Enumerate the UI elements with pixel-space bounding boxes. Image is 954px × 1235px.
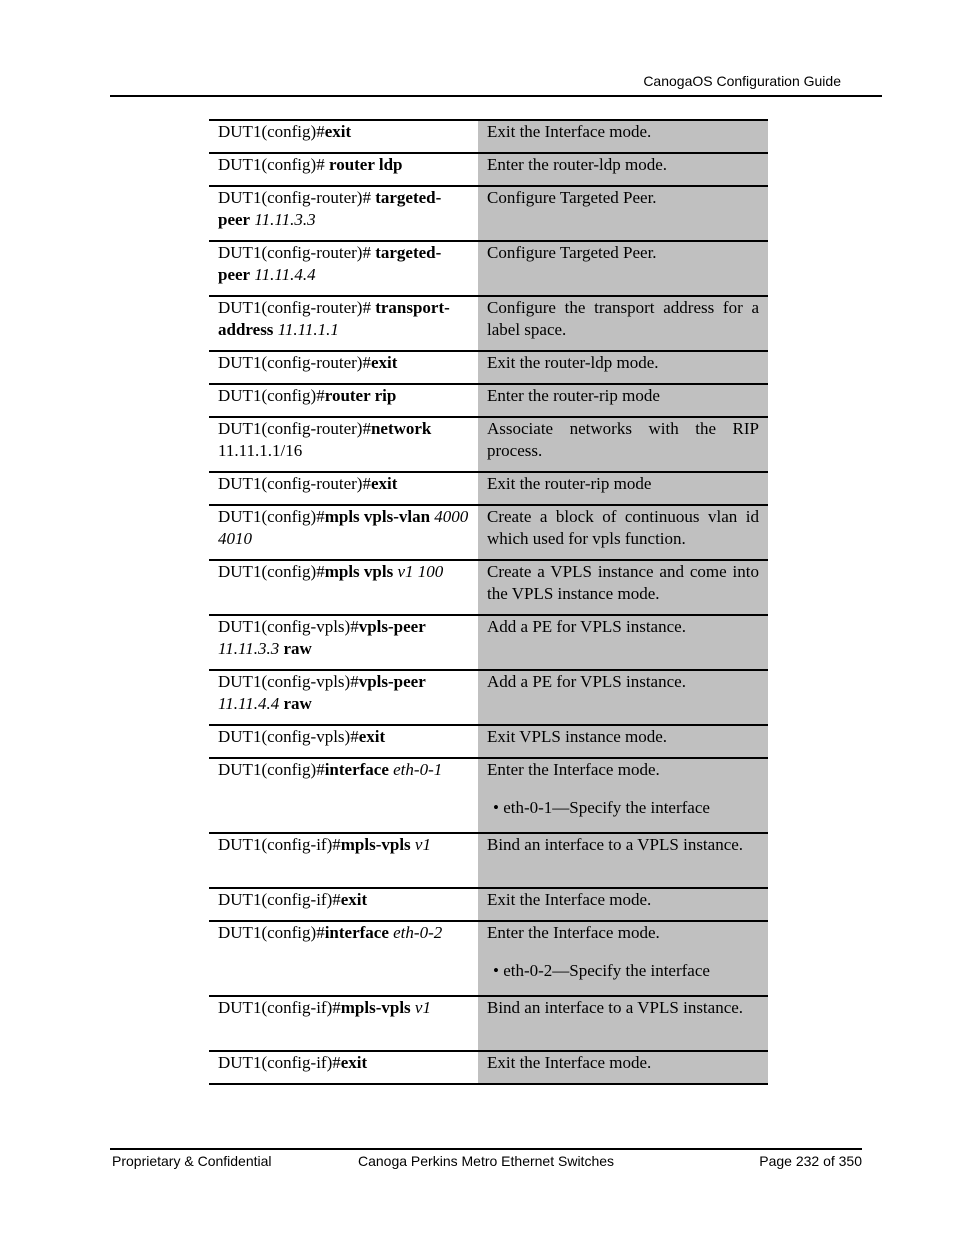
command-prompt: DUT1(config-if)# bbox=[218, 998, 341, 1017]
description-cell bbox=[478, 296, 768, 351]
description-text: Enter the router-rip mode bbox=[487, 386, 660, 405]
table-row bbox=[209, 758, 768, 833]
table-row bbox=[209, 1051, 768, 1084]
command-keyword: mpls-vpls bbox=[340, 835, 411, 854]
table-row bbox=[209, 560, 768, 615]
description-text: Create a VPLS instance and come into the VPLS instance mode. bbox=[487, 562, 759, 603]
description-text: Bind an interface to a VPLS instance. bbox=[487, 835, 744, 854]
table-row bbox=[209, 725, 768, 758]
command-keyword: raw bbox=[283, 639, 312, 658]
command-prompt: DUT1(config)# bbox=[218, 386, 325, 405]
command-prompt: DUT1(config-if)# bbox=[218, 1053, 341, 1072]
description-cell bbox=[478, 1051, 768, 1084]
description-bullet: • eth-0-2—Specify the interface bbox=[493, 961, 710, 980]
command-prompt: DUT1(config)# bbox=[218, 507, 325, 526]
description-cell bbox=[478, 241, 768, 296]
command-cell bbox=[209, 758, 478, 833]
command-prompt: DUT1(config)# bbox=[218, 122, 325, 141]
command-keyword: exit bbox=[358, 727, 386, 746]
command-prompt: DUT1(config-vpls)# bbox=[218, 617, 359, 636]
command-prompt: 11.11.1.1/16 bbox=[218, 441, 303, 460]
description-text: Configure the transport address for a label space. bbox=[487, 298, 759, 339]
table-row bbox=[209, 472, 768, 505]
description-cell bbox=[478, 120, 768, 153]
command-table bbox=[209, 119, 768, 1085]
description-cell bbox=[478, 921, 768, 996]
description-text: Enter the router-ldp mode. bbox=[487, 155, 667, 174]
command-cell bbox=[209, 670, 478, 725]
table-row bbox=[209, 417, 768, 472]
command-cell bbox=[209, 725, 478, 758]
command-keyword: exit bbox=[370, 474, 398, 493]
description-cell bbox=[478, 472, 768, 505]
description-cell bbox=[478, 758, 768, 833]
description-cell bbox=[478, 186, 768, 241]
description-cell bbox=[478, 615, 768, 670]
command-cell bbox=[209, 186, 478, 241]
command-argument: eth-0-1 bbox=[393, 760, 443, 779]
description-text: Exit the router-rip mode bbox=[487, 474, 652, 493]
table-row bbox=[209, 241, 768, 296]
table-row bbox=[209, 615, 768, 670]
description-text: Associate networks with the RIP process. bbox=[487, 419, 759, 460]
command-cell bbox=[209, 996, 478, 1051]
table-row bbox=[209, 153, 768, 186]
command-argument: 4000 4010 bbox=[218, 507, 469, 548]
command-keyword: raw bbox=[283, 694, 312, 713]
command-argument: 11.11.1.1 bbox=[277, 320, 339, 339]
description-text: Bind an interface to a VPLS instance. bbox=[487, 998, 744, 1017]
table-row bbox=[209, 384, 768, 417]
footer-page-number: Page 232 of 350 bbox=[759, 1153, 862, 1169]
description-text: Enter the Interface mode. bbox=[487, 923, 660, 942]
table-row bbox=[209, 505, 768, 560]
command-keyword: exit bbox=[340, 890, 368, 909]
description-text: Exit the Interface mode. bbox=[487, 1053, 652, 1072]
command-cell bbox=[209, 1051, 478, 1084]
description-text: Enter the Interface mode. bbox=[487, 760, 660, 779]
command-keyword: exit bbox=[340, 1053, 368, 1072]
description-cell bbox=[478, 725, 768, 758]
command-keyword: mpls-vpls bbox=[340, 998, 411, 1017]
header-title: CanogaOS Configuration Guide bbox=[643, 73, 841, 89]
description-text: Add a PE for VPLS instance. bbox=[487, 672, 686, 691]
description-cell bbox=[478, 384, 768, 417]
command-keyword: router rip bbox=[324, 386, 397, 405]
description-text: Configure Targeted Peer. bbox=[487, 188, 657, 207]
command-prompt: DUT1(config-vpls)# bbox=[218, 727, 359, 746]
command-keyword: vpls-peer bbox=[358, 672, 426, 691]
command-argument: 11.11.3.3 bbox=[218, 639, 280, 658]
command-argument: v1 bbox=[414, 835, 431, 854]
command-keyword: network bbox=[370, 419, 432, 438]
description-text: Exit the Interface mode. bbox=[487, 122, 652, 141]
command-keyword: router ldp bbox=[328, 155, 403, 174]
command-keyword: mpls vpls-vlan bbox=[324, 507, 431, 526]
footer-product: Canoga Perkins Metro Ethernet Switches bbox=[358, 1153, 615, 1169]
description-cell bbox=[478, 833, 768, 888]
command-prompt: DUT1(config-router)# bbox=[218, 243, 376, 262]
table-row bbox=[209, 120, 768, 153]
description-cell bbox=[478, 153, 768, 186]
command-cell bbox=[209, 833, 478, 888]
command-cell bbox=[209, 417, 478, 472]
description-cell bbox=[478, 351, 768, 384]
description-cell bbox=[478, 996, 768, 1051]
table-row bbox=[209, 921, 768, 996]
command-cell bbox=[209, 351, 478, 384]
command-keyword: mpls vpls bbox=[324, 562, 394, 581]
command-cell bbox=[209, 560, 478, 615]
description-text: Create a block of continuous vlan id which used for vpls function. bbox=[487, 507, 759, 548]
description-cell bbox=[478, 505, 768, 560]
table-row bbox=[209, 186, 768, 241]
description-cell bbox=[478, 670, 768, 725]
command-prompt: DUT1(config-router)# bbox=[218, 298, 376, 317]
command-cell bbox=[209, 384, 478, 417]
command-argument: v1 bbox=[414, 998, 431, 1017]
command-keyword: targeted-peer bbox=[218, 188, 442, 229]
description-text: Configure Targeted Peer. bbox=[487, 243, 657, 262]
command-keyword: transport-address bbox=[218, 298, 450, 339]
footer-rule bbox=[110, 1148, 862, 1150]
command-cell bbox=[209, 241, 478, 296]
command-prompt: DUT1(config-vpls)# bbox=[218, 672, 359, 691]
description-cell bbox=[478, 417, 768, 472]
command-keyword: interface bbox=[324, 923, 389, 942]
table-row bbox=[209, 670, 768, 725]
description-text: Exit the router-ldp mode. bbox=[487, 353, 659, 372]
command-keyword: interface bbox=[324, 760, 389, 779]
description-cell bbox=[478, 560, 768, 615]
table-row bbox=[209, 888, 768, 921]
command-prompt: DUT1(config-router)# bbox=[218, 188, 376, 207]
command-cell bbox=[209, 615, 478, 670]
command-argument: 11.11.4.4 bbox=[254, 265, 316, 284]
command-cell bbox=[209, 472, 478, 505]
description-cell bbox=[478, 888, 768, 921]
command-keyword: vpls-peer bbox=[358, 617, 426, 636]
command-cell bbox=[209, 153, 478, 186]
command-argument: v1 100 bbox=[397, 562, 444, 581]
command-prompt: DUT1(config-router)# bbox=[218, 353, 371, 372]
description-text: Exit the Interface mode. bbox=[487, 890, 652, 909]
command-cell bbox=[209, 120, 478, 153]
command-prompt: DUT1(config-router)# bbox=[218, 419, 371, 438]
table-row bbox=[209, 996, 768, 1051]
command-prompt: DUT1(config-if)# bbox=[218, 835, 341, 854]
table-row bbox=[209, 351, 768, 384]
command-keyword: targeted-peer bbox=[218, 243, 442, 284]
command-prompt: DUT1(config-router)# bbox=[218, 474, 371, 493]
command-cell bbox=[209, 921, 478, 996]
command-keyword: exit bbox=[370, 353, 398, 372]
header-rule bbox=[110, 95, 882, 97]
command-keyword: exit bbox=[324, 122, 352, 141]
command-prompt: DUT1(config)# bbox=[218, 155, 329, 174]
table-row bbox=[209, 833, 768, 888]
description-bullet: • eth-0-1—Specify the interface bbox=[493, 798, 710, 817]
command-cell bbox=[209, 888, 478, 921]
command-cell bbox=[209, 505, 478, 560]
footer-confidential: Proprietary & Confidential bbox=[112, 1153, 272, 1169]
command-table-body bbox=[209, 120, 768, 1084]
description-text: Exit VPLS instance mode. bbox=[487, 727, 668, 746]
description-text: Add a PE for VPLS instance. bbox=[487, 617, 686, 636]
command-prompt: DUT1(config)# bbox=[218, 760, 325, 779]
command-argument: 11.11.3.3 bbox=[254, 210, 316, 229]
command-prompt: DUT1(config)# bbox=[218, 923, 325, 942]
table-row bbox=[209, 296, 768, 351]
command-prompt: DUT1(config)# bbox=[218, 562, 325, 581]
command-argument: eth-0-2 bbox=[393, 923, 443, 942]
command-argument: 11.11.4.4 bbox=[218, 694, 280, 713]
command-cell bbox=[209, 296, 478, 351]
command-prompt: DUT1(config-if)# bbox=[218, 890, 341, 909]
